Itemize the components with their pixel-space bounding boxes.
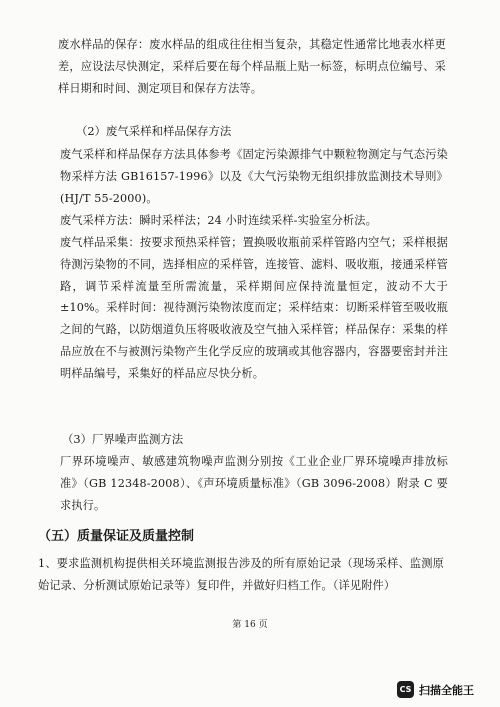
paragraph-original-records: 1、要求监测机构提供相关环境监测报告涉及的所有原始记录（现场采样、监测原始记录、分析测试原始记录等）复印件，并做好归档工作。（详见附件） (38, 557, 444, 592)
paragraph-wastewater-storage: 废水样品的保存：废水样品的组成往往相当复杂，其稳定性通常比地表水样更差，应设法尽快测定，采样后要在每个样品瓶上贴一标签，标明点位编号、采样日期和时间、测定项目和保存方法等。 (58, 38, 446, 95)
paragraph-gas-sample-collection: 废气样品采集：按要求预热采样管；置换吸收瓶前采样管路内空气；采样根据待测污染物的不同，选择相应的采样管，连接管、滤料、吸收瓶，接通采样管路，调节采样流量至所需流量，采样期间应保持流量恒定，波动不大于±10%。采样时间：视待测污染物浓度而定；采样结束：切断采样管至吸收瓶之间的气路，以防烟道负压将吸收液及空气抽入采样管；样品保存：采集的样品应放在不与被测污染物产生化学反应的玻璃或其他容器内，容器要密封并注明样品编号，采集好的样品应尽快分析。 (60, 236, 448, 380)
page-number: 第 16 页 (232, 620, 268, 630)
section-title-quality-control: （五）质量保证及质量控制 (38, 529, 195, 544)
heading-noise-monitoring: （3）厂界噪声监测方法 (62, 432, 184, 446)
camscanner-logo-icon: CS (397, 681, 414, 698)
paragraph-gas-methods: 废气采样和样品保存方法具体参考《固定污染源排气中颗粒物测定与气态污染物采样方法 GB16157-1996》以及《大气污染物无组织排放监测技术导则》(HJ/T 55-2000)。 (60, 148, 448, 205)
heading-gas-sampling: （2）废气采样和样品保存方法 (76, 124, 232, 138)
scanner-label: 扫描全能王 (419, 683, 474, 697)
scanner-watermark (397, 681, 474, 698)
paragraph-noise-standards: 厂界环境噪声、敏感建筑物噪声监测分别按《工业企业厂界环境噪声排放标准》（GB 12348-2008）、《声环境质量标准》（GB 3096-2008）附录 C 要求执行。 (60, 455, 448, 512)
paragraph-gas-sampling-method: 废气采样方法：瞬时采样法；24 小时连续采样-实验室分析法。 (60, 214, 377, 227)
